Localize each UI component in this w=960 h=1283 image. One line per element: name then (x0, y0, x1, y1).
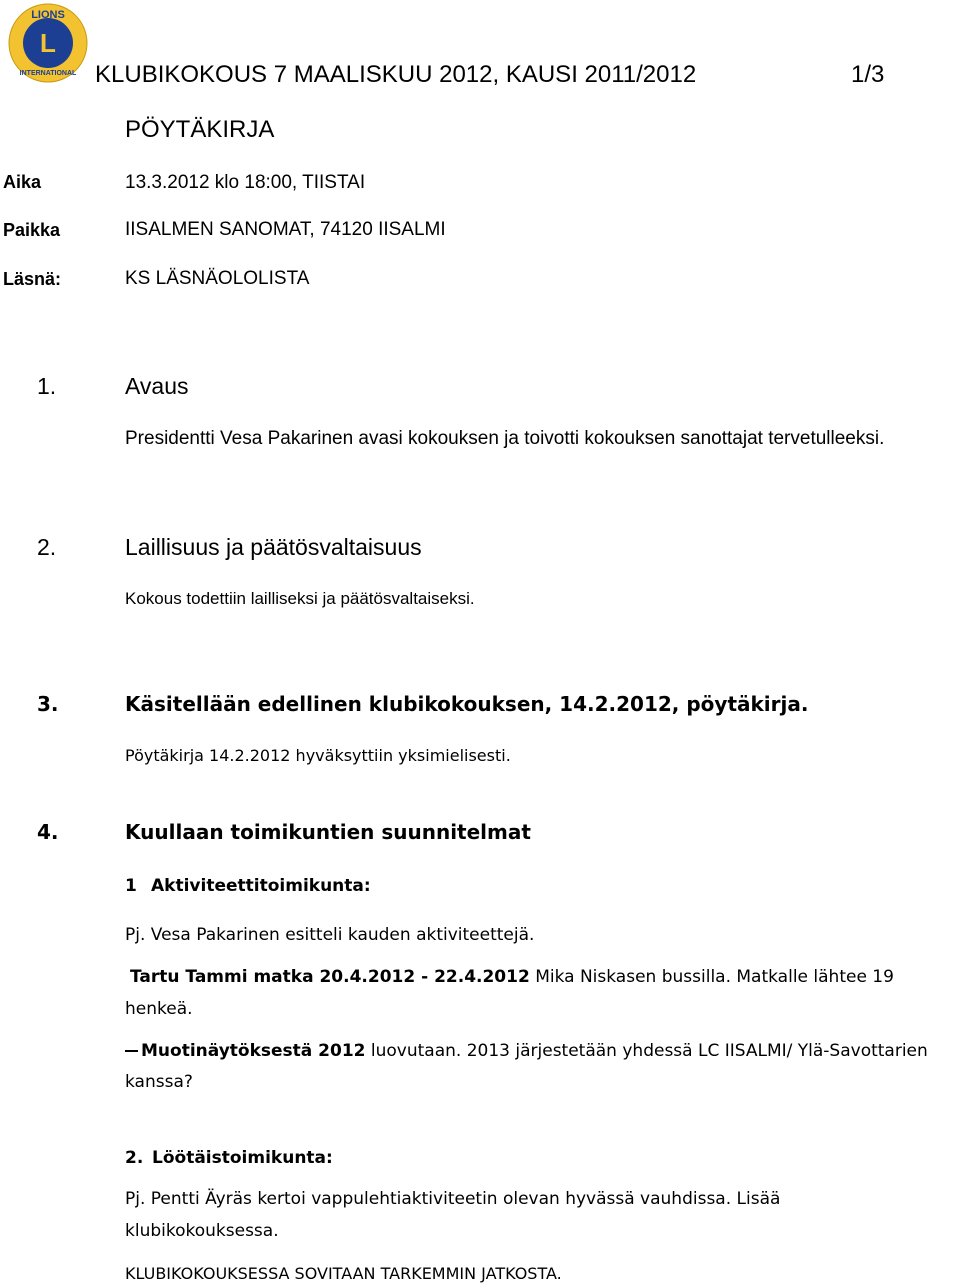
time-value: 13.3.2012 klo 18:00, TIISTAI (125, 172, 366, 193)
subsection-2-title: Löötäistoimikunta: (152, 1148, 333, 1168)
show-line-2: kanssa? (125, 1072, 193, 1092)
section-2-number: 2. (37, 534, 57, 560)
section-1-text: Presidentti Vesa Pakarinen avasi kokouksen ja toivotti kokouksen sanottajat tervetulleeksi. (125, 428, 885, 449)
subsection-1-text: Pj. Vesa Pakarinen esitteli kauden aktiviteettejä. (125, 925, 535, 945)
logo-letter: L (40, 28, 56, 58)
present-label: Läsnä: (3, 269, 62, 289)
show-bold: Muotinäytöksestä 2012 (141, 1041, 366, 1061)
page-number: 1/3 (851, 61, 885, 88)
section-1-title: Avaus (125, 373, 189, 399)
closing-line: KLUBIKOKOUKSESSA SOVITAAN TARKEMMIN JATKOSTA. (125, 1264, 562, 1283)
section-2-text: Kokous todettiin lailliseksi ja päätösvaltaiseksi. (125, 589, 475, 608)
subsection-2-line-2: klubikokouksessa. (125, 1221, 279, 1241)
subsection-2-line-1: Pj. Pentti Äyräs kertoi vappulehtiaktiviteetin olevan hyvässä vauhdissa. Lisää (125, 1189, 781, 1209)
subsection-1-title: Aktiviteettitoimikunta: (151, 876, 371, 896)
subsection-1-number: 1 (125, 876, 137, 896)
trip-line (130, 967, 894, 987)
time-label: Aika (3, 172, 42, 192)
present-value: KS LÄSNÄOLOLISTA (125, 268, 310, 289)
trip-bold: Tartu Tammi matka 20.4.2012 - 22.4.2012 (130, 967, 530, 987)
place-label: Paikka (3, 220, 61, 240)
section-2-title: Laillisuus ja päätösvaltaisuus (125, 534, 422, 560)
show-rest: luovutaan. 2013 järjestetään yhdessä LC IISALMI/ Ylä-Savottarien (365, 1041, 928, 1061)
section-3-text: Pöytäkirja 14.2.2012 hyväksyttiin yksimielisesti. (125, 746, 511, 765)
trip-line-2: henkeä. (125, 999, 193, 1019)
trip-rest: Mika Niskasen bussilla. Matkalle lähtee 19 (529, 967, 894, 987)
document-type: PÖYTÄKIRJA (125, 116, 275, 143)
lions-logo (4, 2, 92, 84)
subsection-2-number: 2. (125, 1148, 144, 1168)
section-4-title: Kuullaan toimikuntien suunnitelmat (125, 820, 531, 844)
logo-top-text: LIONS (31, 9, 65, 21)
dash-bullet (125, 1050, 138, 1052)
section-1-number: 1. (37, 373, 57, 399)
section-4-number: 4. (37, 820, 59, 844)
logo-bottom-text: INTERNATIONAL (19, 70, 77, 77)
show-line (141, 1041, 928, 1061)
document-title: KLUBIKOKOUS 7 MAALISKUU 2012, KAUSI 2011/2012 (95, 61, 697, 88)
section-3-title: Käsitellään edellinen klubikokouksen, 14.2.2012, pöytäkirja. (125, 692, 809, 716)
place-value: IISALMEN SANOMAT, 74120 IISALMI (125, 219, 446, 240)
section-3-number: 3. (37, 692, 59, 716)
